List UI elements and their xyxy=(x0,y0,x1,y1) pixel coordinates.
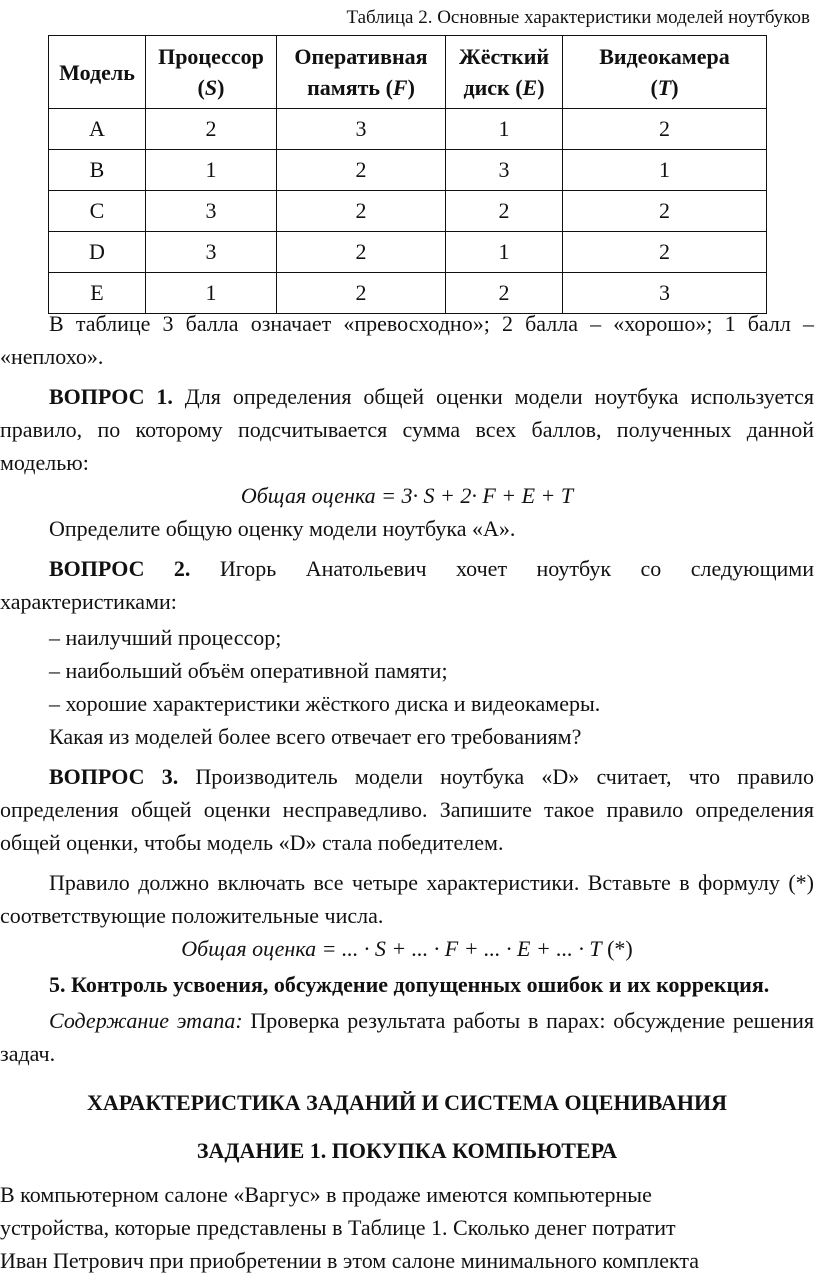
table-cell: 2 xyxy=(277,232,446,273)
requirement-item: – хорошие характеристики жёсткого диска и видеокамеры. xyxy=(49,691,601,716)
header-memory: Оперативная память (F) xyxy=(277,36,446,109)
table-cell: 2 xyxy=(563,232,767,273)
table-cell: 1 xyxy=(146,273,277,314)
header-camera-label: Видеокамера xyxy=(599,44,730,69)
table-cell: 2 xyxy=(563,109,767,150)
requirement-item: – наибольший объём оперативной памяти; xyxy=(49,658,448,683)
task-text-line: Иван Петрович при приобретении в этом салоне минимального комплекта xyxy=(0,1248,700,1273)
table-cell: 3 xyxy=(563,273,767,314)
stage-content xyxy=(0,1004,814,1070)
table-cell: 2 xyxy=(277,191,446,232)
header-disk-var: E xyxy=(522,75,538,100)
requirement-item: – наилучший процессор; xyxy=(49,625,282,650)
formula-2-expression: Общая оценка = ... · S + ... · F + ... · E + ... · T xyxy=(181,936,602,961)
header-processor-label: Процессор xyxy=(158,44,264,69)
table-cell: B xyxy=(49,150,146,191)
table-cell: 2 xyxy=(146,109,277,150)
section-5-heading: 5. Контроль усвоения, обсуждение допущенных ошибок и их коррекция. xyxy=(49,972,770,997)
task-heading: ЗАДАНИЕ 1. ПОКУПКА КОМПЬЮТЕРА xyxy=(196,1138,618,1163)
table-cell: D xyxy=(49,232,146,273)
question-2-label: ВОПРОС 2. xyxy=(49,556,191,581)
table-row xyxy=(49,150,767,191)
question-3-rule: Правило должно включать все четыре характеристики. Вставьте в формулу (*) соответствующие положительные числа. xyxy=(0,870,814,928)
table-cell: 1 xyxy=(446,109,563,150)
stage-label: Содержание этапа: xyxy=(49,1008,243,1033)
header-model xyxy=(49,36,146,109)
table-row xyxy=(49,232,767,273)
question-2-task: Какая из моделей более всего отвечает его требованиям? xyxy=(49,724,582,749)
table-cell: 2 xyxy=(277,273,446,314)
table-cell: 3 xyxy=(146,191,277,232)
table-row xyxy=(49,191,767,232)
laptop-models-table xyxy=(48,35,767,314)
formula-2 xyxy=(0,932,814,965)
formula-1: Общая оценка = 3· S + 2· F + E + T xyxy=(240,483,574,508)
question-2-text: Игорь Анатольевич хочет ноутбук со следующими характеристиками: xyxy=(0,556,814,614)
question-1-task: Определите общую оценку модели ноутбука «А». xyxy=(49,516,516,541)
score-legend: В таблице 3 балла означает «превосходно»; 2 балла – «хорошо»; 1 балл – «неплохо». xyxy=(0,311,814,369)
table-row xyxy=(49,109,767,150)
table-cell: 1 xyxy=(563,150,767,191)
question-3-text: Производитель модели ноутбука «D» считает, что правило определения общей оценки несправедливо. Запишите такое правило определения общей оценки, чтобы модель «D» стала победителем. xyxy=(0,764,814,855)
question-1-label: ВОПРОС 1. xyxy=(49,384,173,409)
header-memory-label: Оперативная память xyxy=(294,44,428,100)
table-cell: 2 xyxy=(277,150,446,191)
header-memory-var: F xyxy=(392,75,408,100)
table-cell: 3 xyxy=(277,109,446,150)
section-heading: ХАРАКТЕРИСТИКА ЗАДАНИЙ И СИСТЕМА ОЦЕНИВАНИЯ xyxy=(87,1090,727,1115)
header-camera: Видеокамера (T) xyxy=(563,36,767,109)
table-header-row xyxy=(49,36,767,109)
table-cell: C xyxy=(49,191,146,232)
question-3-label: ВОПРОС 3. xyxy=(49,764,179,789)
table-cell: 2 xyxy=(446,191,563,232)
question-1 xyxy=(0,380,814,479)
table-cell: 1 xyxy=(146,150,277,191)
table-cell: E xyxy=(49,273,146,314)
header-disk-label: Жёсткий диск xyxy=(458,44,550,100)
table-cell: 2 xyxy=(446,273,563,314)
document-body xyxy=(0,307,814,1277)
header-processor: Процессор (S) xyxy=(146,36,277,109)
header-camera-var: T xyxy=(657,75,672,100)
question-3 xyxy=(0,760,814,859)
task-text-line: устройства, которые представлены в Таблице 1. Сколько денег потратит xyxy=(0,1215,676,1240)
formula-2-mark: (*) xyxy=(601,936,633,961)
header-model-label: Модель xyxy=(59,59,135,85)
header-processor-var: S xyxy=(204,75,218,100)
task-text-line: В компьютерном салоне «Варгус» в продаже имеются компьютерные xyxy=(0,1182,652,1207)
table-caption: Таблица 2. Основные характеристики моделей ноутбуков xyxy=(346,7,810,28)
table-cell: A xyxy=(49,109,146,150)
table-cell: 2 xyxy=(563,191,767,232)
header-disk: Жёсткий диск (E) xyxy=(446,36,563,109)
question-1-text: Для определения общей оценки модели ноутбука используется правило, по которому подсчитывается сумма всех баллов, полученных данной моделью: xyxy=(0,384,814,475)
table-cell: 3 xyxy=(446,150,563,191)
question-2 xyxy=(0,552,814,618)
stage-text: Проверка результата работы в парах: обсуждение решения задач. xyxy=(0,1008,814,1066)
table-cell: 3 xyxy=(146,232,277,273)
table-cell: 1 xyxy=(446,232,563,273)
